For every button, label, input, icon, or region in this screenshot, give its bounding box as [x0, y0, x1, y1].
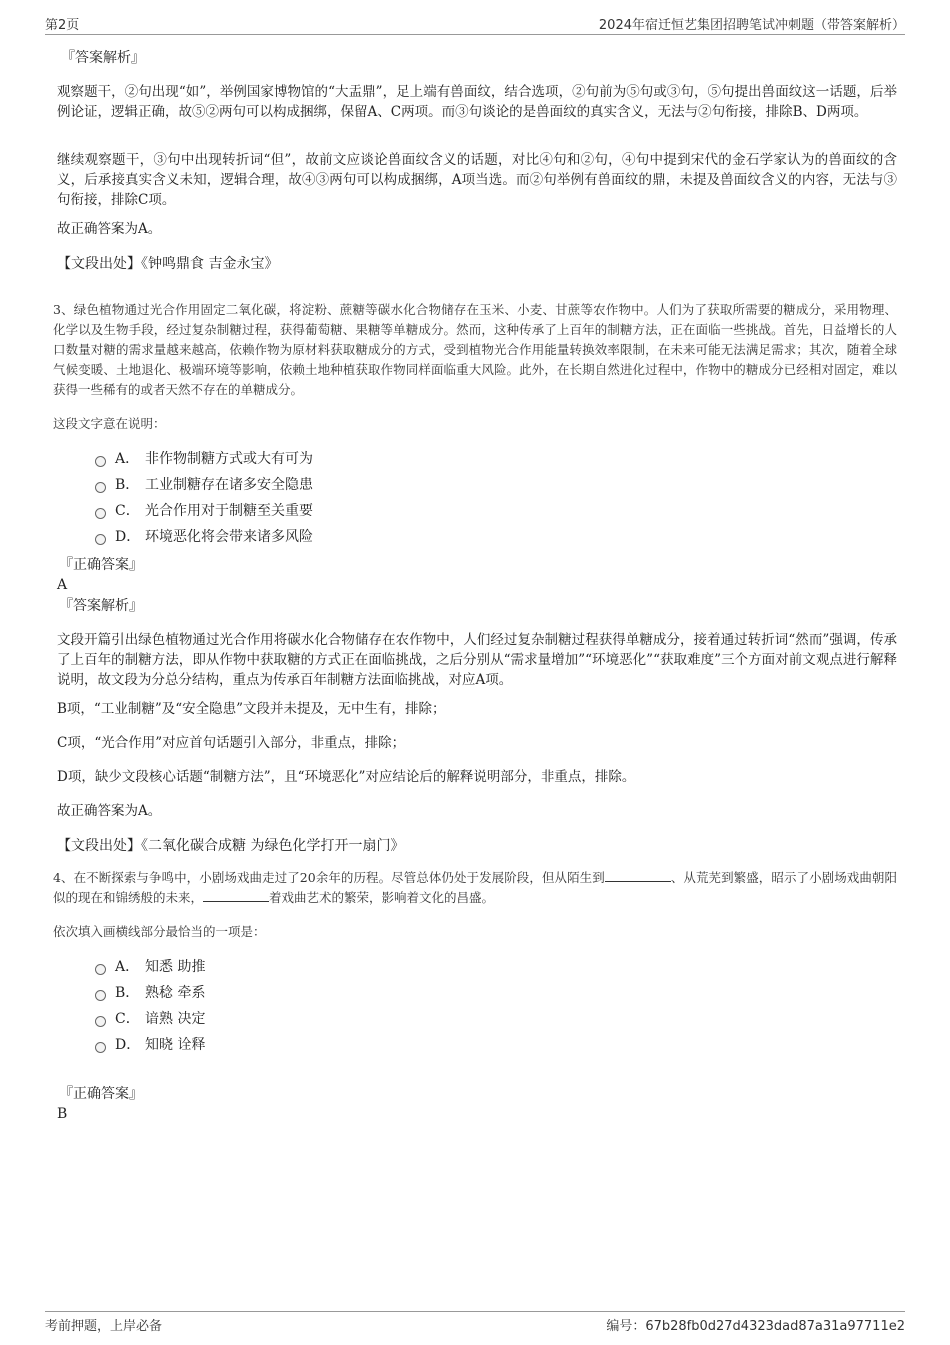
analysis-paragraph: C项，“光合作用”对应首句话题引入部分，非重点，排除；: [57, 735, 406, 751]
option-list: [57, 956, 897, 1060]
fill-blank: [203, 889, 269, 902]
correct-answer: A: [57, 577, 68, 593]
option-d[interactable]: D． 环境恶化将会带来诸多风险: [57, 526, 897, 552]
question-prompt: 这段文字意在说明：: [53, 416, 166, 431]
option-c[interactable]: C． 谙熟 决定: [57, 1008, 897, 1034]
document-code: 编号：67b28fb0d27d4323dad87a31a97711e2: [606, 1319, 905, 1334]
analysis-paragraph: 文段开篇引出绿色植物通过光合作用将碳水化合物储存在农作物中，人们经过复杂制糖过程获得单糖成分，接着通过转折词“然而”强调，传承了上百年的制糖方法，即从作物中获取糖的方式正在面临挑战，之后分别从“需求量增加”“环境恶化”“获取难度”三个方面对前文观点进行解释说明，故文段为分总分结构，重点为传承百年制糖方法面临挑战，对应A项。: [57, 632, 897, 688]
analysis-conclusion: 故正确答案为A。: [57, 803, 162, 819]
radio-icon[interactable]: [95, 1042, 106, 1053]
option-a[interactable]: A． 知悉 助推: [57, 956, 897, 982]
analysis-label: 『答案解析』: [59, 598, 143, 614]
passage-source: 【文段出处】《二氧化碳合成糖 为绿色化学打开一扇门》: [57, 838, 405, 854]
fill-blank: [605, 869, 671, 882]
page-header: [45, 14, 905, 35]
option-b[interactable]: B． 工业制糖存在诸多安全隐患: [57, 474, 897, 500]
radio-icon[interactable]: [95, 990, 106, 1001]
radio-icon[interactable]: [95, 964, 106, 975]
question-prompt: 依次填入画横线部分最恰当的一项是：: [53, 924, 266, 939]
correct-answer: B: [57, 1106, 68, 1122]
radio-icon[interactable]: [95, 508, 106, 519]
question-text: 4、在不断探索与争鸣中，小剧场戏曲走过了20余年的历程。尽管总体仍处于发展阶段，但从陌生到 、从荒芜到繁盛，昭示了小剧场戏曲朝阳似的现在和锦绣般的未来， 着戏曲艺术的繁荣，影响着文化的昌盛。: [53, 870, 897, 905]
analysis-paragraph: 继续观察题干，③句中出现转折词“但”，故前文应谈论兽面纹含义的话题，对比④句和②句，④句中提到宋代的金石学家认为的兽面纹的含义，后承接真实含义未知，逻辑合理，故④③两句可以构成捆绑，A项当选。而②句举例有兽面纹的鼎，未提及兽面纹含义的内容，无法与③句衔接，排除C项。: [57, 152, 897, 208]
option-a[interactable]: A． 非作物制糖方式或大有可为: [57, 448, 897, 474]
option-b[interactable]: B． 熟稔 牵系: [57, 982, 897, 1008]
document-title: 2024年宿迁恒艺集团招聘笔试冲刺题（带答案解析）: [598, 18, 905, 33]
correct-answer-label: 『正确答案』: [59, 557, 143, 573]
page-number: 第2页: [45, 18, 80, 33]
analysis-paragraph: D项，缺少文段核心话题“制糖方法”，且“环境恶化”对应结论后的解释说明部分，非重点，排除。: [57, 769, 636, 785]
analysis-label: 『答案解析』: [61, 50, 145, 66]
option-list: [57, 448, 897, 552]
analysis-paragraph: B项，“工业制糖”及“安全隐患”文段并未提及，无中生有，排除；: [57, 701, 446, 717]
option-d[interactable]: D． 知晓 诠释: [57, 1034, 897, 1060]
radio-icon[interactable]: [95, 482, 106, 493]
radio-icon[interactable]: [95, 456, 106, 467]
radio-icon[interactable]: [95, 1016, 106, 1027]
analysis-paragraph: 观察题干，②句出现“如”，举例国家博物馆的“大盂鼎”，足上端有兽面纹，结合选项，②句前为⑤句或③句，⑤句提出兽面纹这一话题，后举例论证，逻辑正确，故⑤②两句可以构成捆绑，保留A、C两项。而③句谈论的是兽面纹的真实含义，无法与②句衔接，排除B、D两项。: [57, 84, 897, 120]
page-footer: [45, 1311, 905, 1334]
footer-slogan: 考前押题，上岸必备: [45, 1319, 163, 1334]
correct-answer-label: 『正确答案』: [59, 1086, 143, 1102]
radio-icon[interactable]: [95, 534, 106, 545]
question-text: 3、绿色植物通过光合作用固定二氧化碳，将淀粉、蔗糖等碳水化合物储存在玉米、小麦、甘蔗等农作物中。人们为了获取所需要的糖成分，采用物理、化学以及生物手段，经过复杂制糖过程，获得葡萄糖、果糖等单糖成分。然而，这种传承了上百年的制糖方法，正在面临一些挑战。首先，日益增长的人口数量对糖的需求量越来越高，依赖作物为原材料获取糖成分的方式，受到植物光合作用能量转换效率限制，在未来可能无法满足需求；其次，随着全球气候变暖、土地退化、极端环境等影响，依赖土地种植获取作物同样面临重大风险。此外，在长期自然进化过程中，作物中的糖成分已经相对固定，难以获得一些稀有的或者天然不存在的单糖成分。: [53, 302, 897, 397]
passage-source: 【文段出处】《钟鸣鼎食 吉金永宝》: [57, 256, 279, 272]
option-c[interactable]: C． 光合作用对于制糖至关重要: [57, 500, 897, 526]
analysis-conclusion: 故正确答案为A。: [57, 221, 162, 237]
